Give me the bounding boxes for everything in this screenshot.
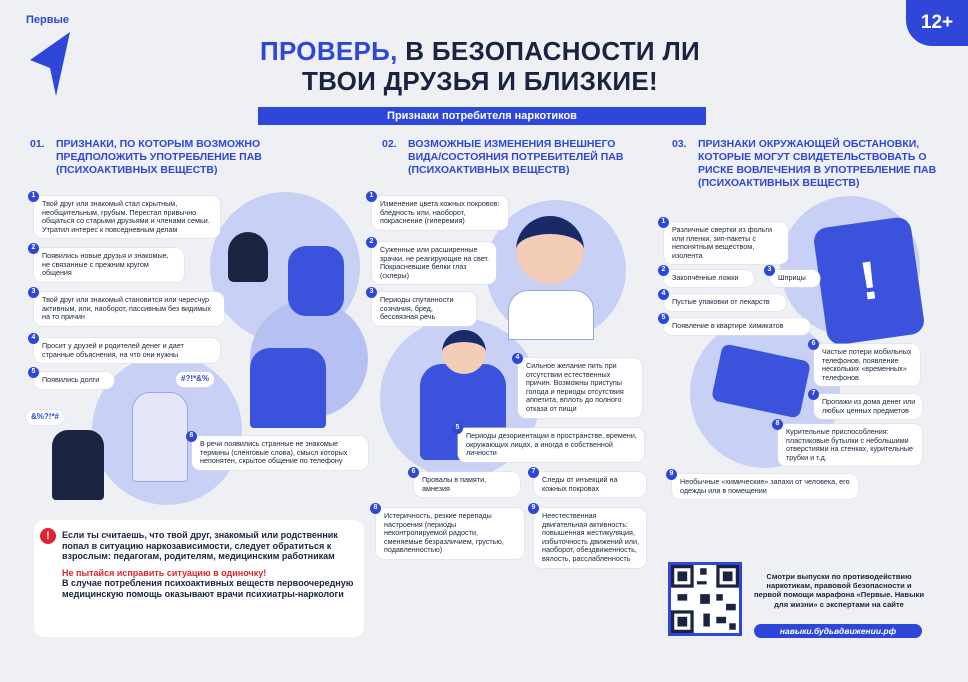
item-number: 1 [658,217,669,228]
list-item [515,354,642,418]
list-item [411,468,520,497]
warning-main: Если ты считаешь, что твой друг, знакомый или родственник попал в ситуацию наркозависимости, следует обратиться к взрослым: педагогам, родителям, медицинским работникам [62,530,338,562]
col2-num: 02. [382,138,397,150]
item-text: Твой друг или знакомый стал скрытным, необщительным, грубым. Перестал привычно общаться со старыми друзьями и членами семьи. Утратил интерес к повседневным делам [42,199,210,234]
logo-text: Первые [26,14,70,26]
list-item [31,288,224,326]
item-text: Истеричность, резкие перепады настроения (периоды неконтролируемой радости, сменяемые безразличием, грустью, подавленностью) [384,511,504,555]
speech-bubble: #?!*&% [176,372,214,387]
item-text: Появились новые друзья и знакомые, не связанные с прежним кругом общения [42,251,169,278]
item-number: 1 [28,191,39,202]
item-number: 1 [366,191,377,202]
list-item [531,468,646,497]
person-figure [288,246,344,316]
title-accent: ПРОВЕРЬ, [260,36,398,66]
item-text: В речи появились странные не знакомые термины (сленговые слова), смысл которых непонятен, скрытое общение по телефону [200,439,348,466]
col3-heading [672,138,938,190]
item-text: Периоды дезориентации в пространстве, времени, окружающих лицах, а иногда в собственной личности [466,431,637,458]
item-text: Необычные «химические» запахи от человека, его одежды или в помещении [680,477,850,495]
item-number: 9 [666,469,677,480]
list-item [811,340,920,386]
item-text: Шприцы [778,273,806,282]
item-text: Суженные или расширенные зрачки, не реагирующие на свет. Покрасневшие белки глаз (склеры) [380,245,489,280]
item-number: 2 [366,237,377,248]
list-item [767,266,820,287]
list-item [189,432,368,470]
qr-code[interactable] [668,562,742,636]
list-item [369,192,508,230]
section-banner: Признаки потребителя наркотиков [258,107,706,125]
item-number: 7 [528,467,539,478]
col2-heading [382,138,648,177]
item-text: Просит у друзей и родителей денег и дает странные объяснения, на что они нужны [42,341,184,359]
item-text: Появление в квартире химикатов [672,321,784,330]
item-number: 4 [28,333,39,344]
list-item [531,504,646,568]
item-number: 3 [28,287,39,298]
item-number: 6 [186,431,197,442]
list-item [661,266,754,287]
age-badge: 12+ [906,0,968,46]
site-link[interactable]: навыки.будьвдвижении.рф [754,624,922,638]
item-number: 4 [512,353,523,364]
item-number: 6 [408,467,419,478]
list-item [669,470,858,499]
item-text: Сильное желание пить при отсутствии естественных причин. Возможны приступы голода и периоды отсутствия аппетита, вплоть до полного отказа от пищи [526,361,624,413]
list-item [455,424,644,462]
list-item [661,290,786,311]
item-text: Появились долги [42,375,100,384]
item-number: 8 [772,419,783,430]
warning-box [34,520,364,637]
col1-heading-text: ПРИЗНАКИ, ПО КОТОРЫМ ВОЗМОЖНО ПРЕДПОЛОЖИТЬ УПОТРЕБЛЕНИЕ ПАВ (ПСИХОАКТИВНЫХ ВЕЩЕСТВ) [56,138,262,176]
logo [26,14,86,104]
list-item [369,238,496,284]
list-item [369,288,476,326]
list-item [31,244,184,282]
item-number: 4 [658,289,669,300]
face-figure [516,216,584,284]
phone-alert-icon: ! [812,216,925,346]
list-item [775,420,922,466]
face-figure [442,330,486,374]
col3-num: 03. [672,138,687,150]
speech-bubble: &%?!*# [26,410,64,425]
list-item [31,334,220,363]
item-number: 5 [28,367,39,378]
item-text: Изменение цвета кожных покровов: бледность или, наоборот, покраснение (гиперемия) [380,199,500,226]
promo-text: Смотри выпуски по противодействию наркотикам, правовой безопасности и первой помощи марафона «Первые. Навыки для жизни» с экспертами на сайте [753,572,925,609]
item-text: Провалы в памяти, амнезия [422,475,487,493]
list-item [31,368,114,389]
item-text: Следы от инъекций на кожных покровах [542,475,618,493]
item-text: Пустые упаковки от лекарств [672,297,770,306]
person-figure [228,232,268,282]
page-title [200,36,760,96]
item-number: 3 [366,287,377,298]
col1-num: 01. [30,138,45,150]
item-number: 7 [808,389,819,400]
item-number: 8 [370,503,381,514]
person-figure [508,290,594,340]
col1-heading [30,138,306,177]
item-text: Частые потери мобильных телефонов, появление нескольких «временных» телефонов [822,347,912,382]
item-text: Закопчённые ложки [672,273,739,282]
item-number: 3 [764,265,775,276]
person-figure [250,348,326,428]
item-number: 5 [452,423,463,434]
item-text: Периоды спутанности сознания, бред, бессвязная речь [380,295,454,322]
person-figure [132,392,188,482]
item-number: 2 [658,265,669,276]
item-number: 5 [658,313,669,324]
item-text: Различные свертки из фольги или пленки, зип-пакеты с непонятным веществом, изолента [672,225,773,260]
warning-red: Не пытайся исправить ситуацию в одиночку! [62,567,267,578]
person-figure [52,430,104,500]
item-text: Неестественная двигательная активность: повышенная жестикуляция, избыточность движений или, наоборот, обездвиженность, вялость, расслабленность [542,511,639,563]
qr-code-icon [671,565,739,633]
item-number: 2 [28,243,39,254]
item-number: 9 [528,503,539,514]
col2-heading-text: ВОЗМОЖНЫЕ ИЗМЕНЕНИЯ ВНЕШНЕГО ВИДА/СОСТОЯНИЯ ПОТРЕБИТЕЛЕЙ ПАВ (ПСИХОАКТИВНЫХ ВЕЩЕСТВ) [408,138,624,176]
title-line-2: ТВОИ ДРУЗЬЯ И БЛИЗКИЕ! [301,66,659,96]
col3-heading-text: ПРИЗНАКИ ОКРУЖАЮЩЕЙ ОБСТАНОВКИ, КОТОРЫЕ МОГУТ СВИДЕТЕЛЬСТВОВАТЬ О РИСКЕ ВОВЛЕЧЕНИЯ В УПОТРЕБЛЕНИЕ ПАВ (ПСИХОАКТИВНЫХ ВЕЩЕСТВ) [698,138,937,189]
list-item [373,504,524,559]
list-item [661,314,810,335]
item-text: Пропажи из дома денег или любых ценных предметов [822,397,916,415]
warning-tail: В случае потребления психоактивных веществ первоочередную медицинскую помощь оказывают врачи психиатры-наркологи [62,578,354,599]
item-number: 6 [808,339,819,350]
logo-arrow-icon [26,30,76,100]
list-item [31,192,220,238]
title-rest: В БЕЗОПАСНОСТИ ЛИ [405,36,700,66]
list-item [661,218,788,264]
item-text: Курительные приспособления: пластиковые бутылки с небольшими отверстиями на стенках, курительные трубки и т.д. [786,427,914,462]
exclamation-icon: ! [40,528,56,544]
item-text: Твой друг или знакомый становится или чересчур активным, или, наоборот, пассивным без видимых на то причин [42,295,211,322]
list-item [811,390,922,419]
